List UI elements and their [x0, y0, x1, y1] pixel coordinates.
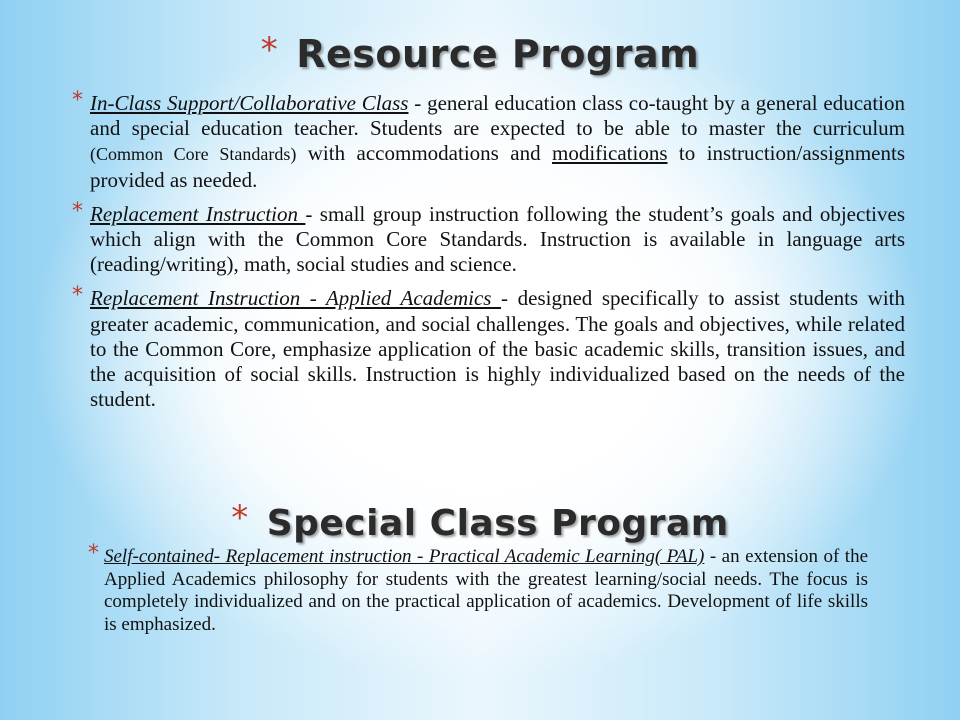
- heading-text: Resource Program: [296, 32, 700, 76]
- list-item: [72, 198, 905, 278]
- item-text-small: (Common Core Standards): [90, 144, 297, 165]
- item-text: - designed specifically to assist students with greater academic, communication, and social challenges. The goals and objectives, while related to the Common Core, emphasize application of the basic academic skills, transition issues, and the acquisition of social skills. Instruction is highly individualized based on the needs of the student.: [90, 286, 905, 412]
- bullet-icon: *: [88, 541, 99, 566]
- list-item: [88, 541, 868, 636]
- item-title: Replacement Instruction - Applied Academics: [90, 286, 502, 311]
- item-title: - Replacement instruction - Practical Academic Learning( PAL): [213, 546, 705, 567]
- heading-text: Special Class Program: [266, 503, 729, 544]
- bullet-icon: *: [72, 88, 83, 113]
- list-item: [72, 283, 905, 412]
- item-title: Replacement Instruction: [90, 201, 306, 226]
- item-text: - an extension of the Applied Academics philosophy for students with the greatest learning/social needs. The focus is completely individualized and on the practical application of academics. Development of life skills is emphasized.: [104, 546, 868, 635]
- resource-program-heading: [0, 30, 960, 76]
- heading-bullet-icon: *: [260, 30, 279, 70]
- bullet-icon: *: [72, 198, 83, 224]
- special-class-program-heading: [0, 498, 960, 544]
- list-item: [72, 88, 906, 193]
- item-text: with accommodations and: [296, 141, 553, 166]
- item-title: Self-contained: [104, 546, 214, 567]
- item-title: In-Class Support/Collaborative Class: [90, 91, 409, 115]
- resource-program-list: [72, 88, 906, 421]
- item-underlined-text: modifications: [552, 141, 668, 166]
- heading-bullet-icon: *: [231, 498, 249, 538]
- item-text: - general education class co-taught by a general education and special education teacher. Students are expected to be able to master the curriculum: [90, 91, 906, 141]
- special-class-program-list: [88, 541, 868, 636]
- item-text: - small group instruction following the student’s goals and objectives which align with the Common Core Standards. Instruction is available in language arts (reading/writing), math, social studies and science.: [90, 201, 905, 277]
- bullet-icon: *: [72, 283, 83, 309]
- item-text: to instruction/assignments provided as needed.: [90, 141, 906, 192]
